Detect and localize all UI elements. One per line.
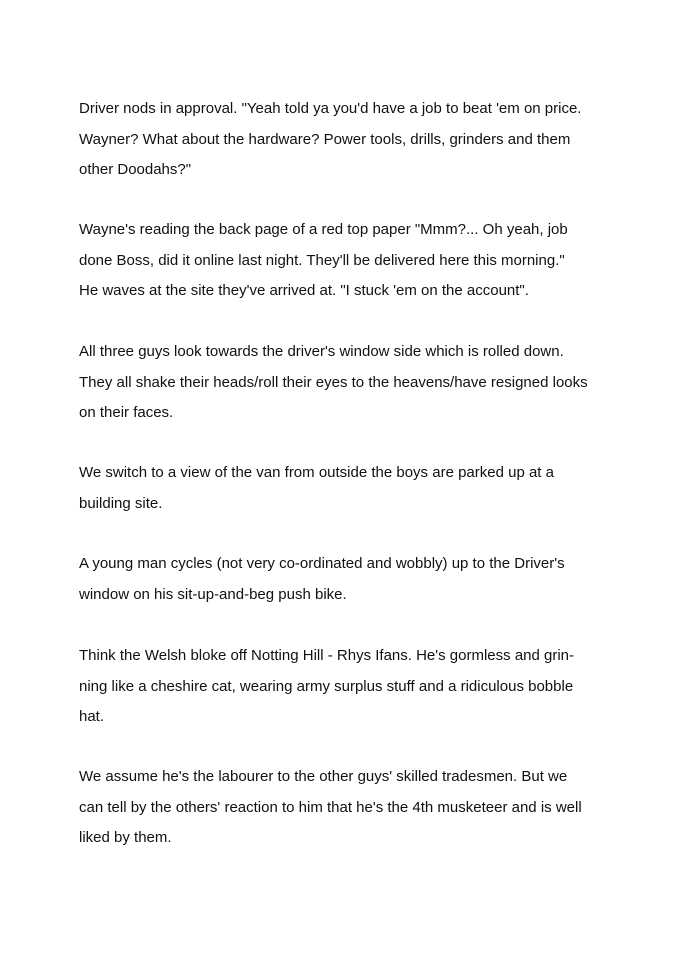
text-line: We assume he's the labourer to the other guys' skilled tradesmen. But we — [79, 768, 568, 785]
text-line: Think the Welsh bloke off Notting Hill - Rhys Ifans. He's gormless and grin- — [79, 647, 575, 664]
text-line: building site. — [79, 494, 163, 512]
text-line: All three guys look towards the driver's window side which is rolled down. — [79, 343, 564, 360]
text-line: can tell by the others' reaction to him that he's the 4th musketeer and is well — [79, 798, 582, 816]
paragraph-wayne-reading — [79, 215, 619, 307]
text-line: Wayne's reading the back page of a red top paper "Mmm?... Oh yeah, job — [79, 221, 568, 238]
paragraph-young-man — [79, 549, 619, 610]
text-line: We switch to a view of the van from outside the boys are parked up at a — [79, 464, 554, 481]
text-line: They all shake their heads/roll their eyes to the heavens/have resigned looks — [79, 373, 588, 391]
paragraph-three-guys — [79, 337, 619, 429]
text-line: liked by them. — [79, 829, 172, 846]
paragraph-van-view — [79, 458, 619, 519]
text-line: A young man cycles (not very co-ordinated and wobbly) up to the Driver's — [79, 555, 565, 572]
text-line: done Boss, did it online last night. They'll be delivered here this morning." — [79, 251, 565, 269]
text-line: other Doodahs?" — [79, 161, 192, 178]
text-line: ning like a cheshire cat, wearing army surplus stuff and a ridiculous bobble — [79, 677, 574, 695]
paragraph-welsh-bloke — [79, 641, 619, 733]
text-line: hat. — [79, 708, 105, 725]
text-line: He waves at the site they've arrived at. "I stuck 'em on the account". — [79, 282, 529, 299]
text-line: Driver nods in approval. "Yeah told ya you'd have a job to beat 'em on price. — [79, 100, 582, 117]
paragraph-labourer — [79, 762, 619, 854]
paragraph-driver-nods — [79, 94, 619, 186]
text-line: window on his sit-up-and-beg push bike. — [79, 585, 347, 603]
text-line: Wayner? What about the hardware? Power tools, drills, grinders and them — [79, 130, 571, 148]
text-line: on their faces. — [79, 404, 174, 421]
